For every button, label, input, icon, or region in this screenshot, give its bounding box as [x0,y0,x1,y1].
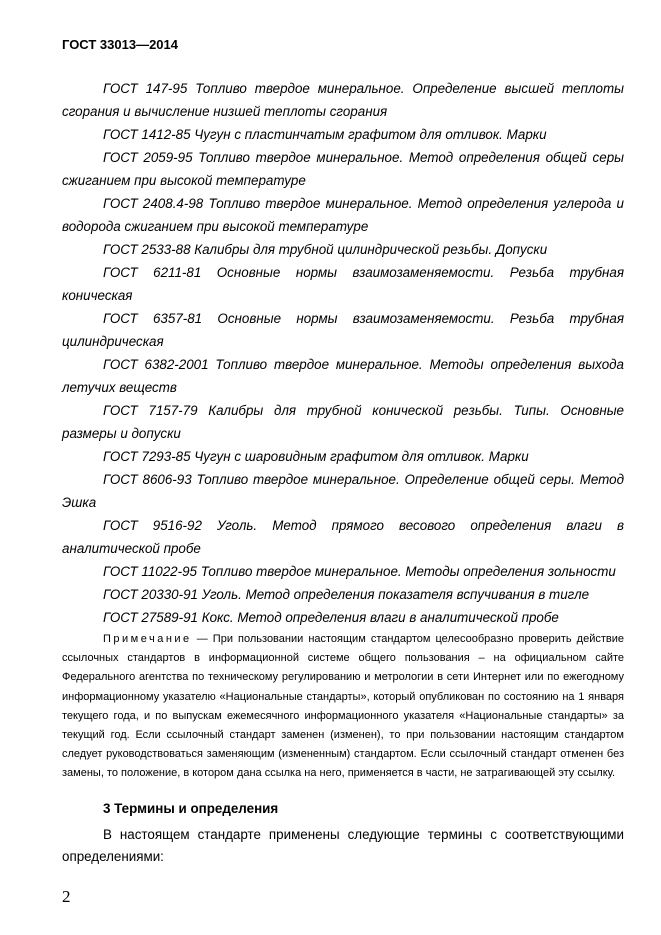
reference-item: ГОСТ 7293-85 Чугун с шаровидным графитом для отливок. Марки [103,449,529,464]
reference-item: ГОСТ 147-95 Топливо твердое минеральное. Определение высшей теплоты сгорания и вычисление низшей теплоты сгорания [62,81,624,119]
section-heading: 3 Термины и определения [103,801,279,816]
reference-item: ГОСТ 6211-81 Основные нормы взаимозаменяемости. Резьба трубная коническая [62,265,624,303]
reference-item: ГОСТ 9516-92 Уголь. Метод прямого весового определения влаги в аналитической пробе [62,518,624,556]
reference-item: ГОСТ 20330-91 Уголь. Метод определения показателя вспучивания в тигле [103,587,590,602]
note-paragraph [62,630,624,784]
document-header: ГОСТ 33013—2014 [62,37,178,52]
reference-item: ГОСТ 2059-95 Топливо твердое минеральное. Метод определения общей серы сжиганием при высокой температуре [62,150,624,188]
reference-item: ГОСТ 27589-91 Кокс. Метод определения влаги в аналитической пробе [103,610,559,625]
reference-item: ГОСТ 1412-85 Чугун с пластинчатым графитом для отливок. Марки [103,127,547,142]
reference-item: ГОСТ 2533-88 Калибры для трубной цилиндрической резьбы. Допуски [103,242,548,257]
reference-item: ГОСТ 11022-95 Топливо твердое минеральное. Методы определения зольности [103,564,616,579]
reference-item: ГОСТ 6357-81 Основные нормы взаимозаменяемости. Резьба трубная цилиндрическая [62,311,624,349]
reference-item: ГОСТ 2408.4-98 Топливо твердое минеральное. Метод определения углерода и водорода сжиганием при высокой температуре [62,196,624,234]
reference-item: ГОСТ 8606-93 Топливо твердое минеральное. Определение общей серы. Метод Эшка [62,472,624,510]
note-label: Примечание [103,633,192,645]
note-text: — При пользовании настоящим стандартом целесообразно проверить действие ссылочных стандартов в информационной системе общего пользования – на официальном сайте Федерального агентства по техническому регулированию и метрологии в сети Интернет или по ежегодному информационному указателю «Национальные стандарты», который опубликован по состоянию на 1 января текущего года, и по выпускам ежемесячного информационного указателя «Национальные стандарты» за текущий год. Если ссылочный стандарт заменен (изменен), то при пользовании настоящим стандартом следует руководствоваться заменяющим (измененным) стандартом. Если ссылочный стандарт отменен без замены, то положение, в котором дана ссылка на него, применяется в части, не затрагивающей эту ссылку. [62,633,624,780]
section-intro-paragraph: В настоящем стандарте применены следующие термины с соответствующими определениями: [62,827,624,864]
page-number: 2 [62,887,71,906]
reference-item: ГОСТ 6382-2001 Топливо твердое минеральное. Методы определения выхода летучих веществ [62,357,624,395]
normative-references-list [62,77,624,629]
reference-item: ГОСТ 7157-79 Калибры для трубной конической резьбы. Типы. Основные размеры и допуски [62,403,624,441]
